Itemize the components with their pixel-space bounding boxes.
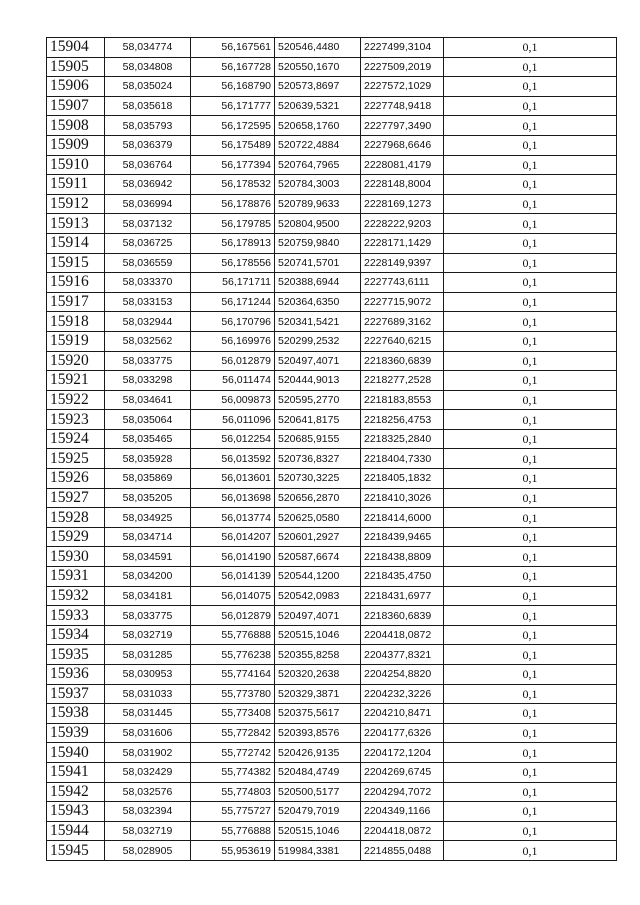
y-coordinate-cell: 2204269,6745 (361, 762, 444, 782)
table-row (47, 57, 617, 77)
coordinates-table (46, 37, 617, 861)
latitude-cell: 58,035793 (105, 116, 191, 136)
longitude-cell: 56,167561 (191, 38, 275, 58)
point-number-cell: 15904 (47, 38, 105, 58)
longitude-cell: 55,776888 (191, 821, 275, 841)
latitude-cell: 58,034925 (105, 508, 191, 528)
accuracy-cell: 0,1 (444, 135, 617, 155)
point-number-cell: 15932 (47, 586, 105, 606)
y-coordinate-cell: 2227968,6646 (361, 135, 444, 155)
accuracy-cell: 0,1 (444, 469, 617, 489)
longitude-cell: 56,169976 (191, 331, 275, 351)
latitude-cell: 58,032394 (105, 802, 191, 822)
y-coordinate-cell: 2204177,6326 (361, 723, 444, 743)
latitude-cell: 58,033775 (105, 351, 191, 371)
x-coordinate-cell: 520484,4749 (275, 762, 361, 782)
latitude-cell: 58,033775 (105, 606, 191, 626)
y-coordinate-cell: 2227689,3162 (361, 312, 444, 332)
longitude-cell: 55,953619 (191, 841, 275, 861)
accuracy-cell: 0,1 (444, 331, 617, 351)
accuracy-cell: 0,1 (444, 527, 617, 547)
accuracy-cell: 0,1 (444, 292, 617, 312)
table-row (47, 449, 617, 469)
point-number-cell: 15912 (47, 194, 105, 214)
longitude-cell: 56,011096 (191, 410, 275, 430)
latitude-cell: 58,032719 (105, 625, 191, 645)
accuracy-cell: 0,1 (444, 38, 617, 58)
y-coordinate-cell: 2204232,3226 (361, 684, 444, 704)
table-row (47, 214, 617, 234)
point-number-cell: 15906 (47, 77, 105, 97)
latitude-cell: 58,037132 (105, 214, 191, 234)
y-coordinate-cell: 2218325,2840 (361, 429, 444, 449)
y-coordinate-cell: 2227715,9072 (361, 292, 444, 312)
latitude-cell: 58,031285 (105, 645, 191, 665)
x-coordinate-cell: 520355,8258 (275, 645, 361, 665)
y-coordinate-cell: 2214855,0488 (361, 841, 444, 861)
point-number-cell: 15945 (47, 841, 105, 861)
point-number-cell: 15905 (47, 57, 105, 77)
longitude-cell: 55,776238 (191, 645, 275, 665)
y-coordinate-cell: 2204172,1204 (361, 743, 444, 763)
y-coordinate-cell: 2204418,0872 (361, 625, 444, 645)
latitude-cell: 58,036379 (105, 135, 191, 155)
table-row (47, 331, 617, 351)
accuracy-cell: 0,1 (444, 645, 617, 665)
latitude-cell: 58,028905 (105, 841, 191, 861)
x-coordinate-cell: 520388,6944 (275, 273, 361, 293)
latitude-cell: 58,032429 (105, 762, 191, 782)
latitude-cell: 58,031445 (105, 704, 191, 724)
point-number-cell: 15942 (47, 782, 105, 802)
x-coordinate-cell: 520299,2532 (275, 331, 361, 351)
point-number-cell: 15907 (47, 96, 105, 116)
accuracy-cell: 0,1 (444, 116, 617, 136)
table-row (47, 273, 617, 293)
longitude-cell: 56,013774 (191, 508, 275, 528)
latitude-cell: 58,036559 (105, 253, 191, 273)
y-coordinate-cell: 2228149,9397 (361, 253, 444, 273)
longitude-cell: 56,014207 (191, 527, 275, 547)
accuracy-cell: 0,1 (444, 351, 617, 371)
latitude-cell: 58,035064 (105, 410, 191, 430)
point-number-cell: 15941 (47, 762, 105, 782)
point-number-cell: 15910 (47, 155, 105, 175)
point-number-cell: 15937 (47, 684, 105, 704)
accuracy-cell: 0,1 (444, 684, 617, 704)
accuracy-cell: 0,1 (444, 547, 617, 567)
y-coordinate-cell: 2218404,7330 (361, 449, 444, 469)
table-row (47, 155, 617, 175)
accuracy-cell: 0,1 (444, 429, 617, 449)
latitude-cell: 58,032562 (105, 331, 191, 351)
table-row (47, 841, 617, 861)
point-number-cell: 15935 (47, 645, 105, 665)
longitude-cell: 55,773408 (191, 704, 275, 724)
point-number-cell: 15925 (47, 449, 105, 469)
x-coordinate-cell: 520587,6674 (275, 547, 361, 567)
y-coordinate-cell: 2227743,6111 (361, 273, 444, 293)
point-number-cell: 15924 (47, 429, 105, 449)
latitude-cell: 58,031606 (105, 723, 191, 743)
y-coordinate-cell: 2218435,4750 (361, 567, 444, 587)
table-row (47, 665, 617, 685)
y-coordinate-cell: 2228171,1429 (361, 233, 444, 253)
latitude-cell: 58,034774 (105, 38, 191, 58)
x-coordinate-cell: 520784,3003 (275, 175, 361, 195)
table-row (47, 116, 617, 136)
accuracy-cell: 0,1 (444, 214, 617, 234)
longitude-cell: 55,775727 (191, 802, 275, 822)
latitude-cell: 58,035205 (105, 488, 191, 508)
accuracy-cell: 0,1 (444, 743, 617, 763)
x-coordinate-cell: 520329,3871 (275, 684, 361, 704)
latitude-cell: 58,035465 (105, 429, 191, 449)
accuracy-cell: 0,1 (444, 704, 617, 724)
x-coordinate-cell: 519984,3381 (275, 841, 361, 861)
x-coordinate-cell: 520656,2870 (275, 488, 361, 508)
table-row (47, 723, 617, 743)
table-row (47, 567, 617, 587)
point-number-cell: 15928 (47, 508, 105, 528)
longitude-cell: 55,774803 (191, 782, 275, 802)
longitude-cell: 56,171244 (191, 292, 275, 312)
y-coordinate-cell: 2218414,6000 (361, 508, 444, 528)
y-coordinate-cell: 2227499,3104 (361, 38, 444, 58)
latitude-cell: 58,036725 (105, 233, 191, 253)
x-coordinate-cell: 520741,5701 (275, 253, 361, 273)
table-row (47, 390, 617, 410)
latitude-cell: 58,033153 (105, 292, 191, 312)
point-number-cell: 15938 (47, 704, 105, 724)
accuracy-cell: 0,1 (444, 821, 617, 841)
longitude-cell: 55,773780 (191, 684, 275, 704)
longitude-cell: 56,012879 (191, 351, 275, 371)
x-coordinate-cell: 520320,2638 (275, 665, 361, 685)
point-number-cell: 15930 (47, 547, 105, 567)
table-row (47, 371, 617, 391)
y-coordinate-cell: 2204254,8820 (361, 665, 444, 685)
longitude-cell: 56,178556 (191, 253, 275, 273)
latitude-cell: 58,034181 (105, 586, 191, 606)
accuracy-cell: 0,1 (444, 233, 617, 253)
longitude-cell: 56,012254 (191, 429, 275, 449)
longitude-cell: 56,171711 (191, 273, 275, 293)
table-row (47, 527, 617, 547)
latitude-cell: 58,034714 (105, 527, 191, 547)
latitude-cell: 58,034591 (105, 547, 191, 567)
table-row (47, 625, 617, 645)
table-row (47, 175, 617, 195)
accuracy-cell: 0,1 (444, 449, 617, 469)
y-coordinate-cell: 2218405,1832 (361, 469, 444, 489)
point-number-cell: 15914 (47, 233, 105, 253)
y-coordinate-cell: 2204349,1166 (361, 802, 444, 822)
point-number-cell: 15908 (47, 116, 105, 136)
longitude-cell: 56,178876 (191, 194, 275, 214)
latitude-cell: 58,034808 (105, 57, 191, 77)
accuracy-cell: 0,1 (444, 273, 617, 293)
table-row (47, 312, 617, 332)
x-coordinate-cell: 520764,7965 (275, 155, 361, 175)
latitude-cell: 58,034641 (105, 390, 191, 410)
longitude-cell: 56,175489 (191, 135, 275, 155)
point-number-cell: 15911 (47, 175, 105, 195)
longitude-cell: 56,014139 (191, 567, 275, 587)
longitude-cell: 56,011474 (191, 371, 275, 391)
y-coordinate-cell: 2228222,9203 (361, 214, 444, 234)
latitude-cell: 58,036764 (105, 155, 191, 175)
y-coordinate-cell: 2218360,6839 (361, 351, 444, 371)
accuracy-cell: 0,1 (444, 371, 617, 391)
accuracy-cell: 0,1 (444, 841, 617, 861)
point-number-cell: 15940 (47, 743, 105, 763)
x-coordinate-cell: 520722,4884 (275, 135, 361, 155)
accuracy-cell: 0,1 (444, 762, 617, 782)
accuracy-cell: 0,1 (444, 723, 617, 743)
table-row (47, 762, 617, 782)
x-coordinate-cell: 520546,4480 (275, 38, 361, 58)
point-number-cell: 15933 (47, 606, 105, 626)
y-coordinate-cell: 2228169,1273 (361, 194, 444, 214)
table-row (47, 547, 617, 567)
accuracy-cell: 0,1 (444, 312, 617, 332)
table-row (47, 802, 617, 822)
longitude-cell: 56,167728 (191, 57, 275, 77)
longitude-cell: 56,012879 (191, 606, 275, 626)
longitude-cell: 56,170796 (191, 312, 275, 332)
longitude-cell: 56,179785 (191, 214, 275, 234)
x-coordinate-cell: 520625,0580 (275, 508, 361, 528)
x-coordinate-cell: 520497,4071 (275, 351, 361, 371)
y-coordinate-cell: 2204210,8471 (361, 704, 444, 724)
x-coordinate-cell: 520573,8697 (275, 77, 361, 97)
point-number-cell: 15909 (47, 135, 105, 155)
latitude-cell: 58,035869 (105, 469, 191, 489)
y-coordinate-cell: 2218431,6977 (361, 586, 444, 606)
accuracy-cell: 0,1 (444, 390, 617, 410)
y-coordinate-cell: 2218183,8553 (361, 390, 444, 410)
table-row (47, 292, 617, 312)
latitude-cell: 58,032944 (105, 312, 191, 332)
accuracy-cell: 0,1 (444, 77, 617, 97)
accuracy-cell: 0,1 (444, 194, 617, 214)
latitude-cell: 58,032719 (105, 821, 191, 841)
accuracy-cell: 0,1 (444, 253, 617, 273)
point-number-cell: 15931 (47, 567, 105, 587)
point-number-cell: 15920 (47, 351, 105, 371)
latitude-cell: 58,033370 (105, 273, 191, 293)
point-number-cell: 15944 (47, 821, 105, 841)
point-number-cell: 15919 (47, 331, 105, 351)
x-coordinate-cell: 520364,6350 (275, 292, 361, 312)
longitude-cell: 56,014075 (191, 586, 275, 606)
accuracy-cell: 0,1 (444, 57, 617, 77)
longitude-cell: 56,171777 (191, 96, 275, 116)
x-coordinate-cell: 520789,9633 (275, 194, 361, 214)
x-coordinate-cell: 520341,5421 (275, 312, 361, 332)
y-coordinate-cell: 2227509,2019 (361, 57, 444, 77)
x-coordinate-cell: 520641,8175 (275, 410, 361, 430)
longitude-cell: 55,772842 (191, 723, 275, 743)
latitude-cell: 58,035618 (105, 96, 191, 116)
longitude-cell: 56,009873 (191, 390, 275, 410)
accuracy-cell: 0,1 (444, 96, 617, 116)
point-number-cell: 15913 (47, 214, 105, 234)
table-row (47, 469, 617, 489)
longitude-cell: 56,178913 (191, 233, 275, 253)
table-row (47, 586, 617, 606)
longitude-cell: 56,172595 (191, 116, 275, 136)
accuracy-cell: 0,1 (444, 410, 617, 430)
point-number-cell: 15936 (47, 665, 105, 685)
y-coordinate-cell: 2204377,8321 (361, 645, 444, 665)
table-row (47, 253, 617, 273)
table-row (47, 135, 617, 155)
x-coordinate-cell: 520500,5177 (275, 782, 361, 802)
point-number-cell: 15929 (47, 527, 105, 547)
latitude-cell: 58,035024 (105, 77, 191, 97)
accuracy-cell: 0,1 (444, 567, 617, 587)
table-row (47, 782, 617, 802)
y-coordinate-cell: 2227572,1029 (361, 77, 444, 97)
y-coordinate-cell: 2218256,4753 (361, 410, 444, 430)
latitude-cell: 58,031033 (105, 684, 191, 704)
y-coordinate-cell: 2227640,6215 (361, 331, 444, 351)
x-coordinate-cell: 520393,8576 (275, 723, 361, 743)
longitude-cell: 55,774382 (191, 762, 275, 782)
accuracy-cell: 0,1 (444, 625, 617, 645)
accuracy-cell: 0,1 (444, 782, 617, 802)
latitude-cell: 58,036994 (105, 194, 191, 214)
longitude-cell: 56,177394 (191, 155, 275, 175)
longitude-cell: 55,776888 (191, 625, 275, 645)
accuracy-cell: 0,1 (444, 802, 617, 822)
x-coordinate-cell: 520804,9500 (275, 214, 361, 234)
table-row (47, 194, 617, 214)
x-coordinate-cell: 520685,9155 (275, 429, 361, 449)
y-coordinate-cell: 2227748,9418 (361, 96, 444, 116)
x-coordinate-cell: 520497,4071 (275, 606, 361, 626)
point-number-cell: 15943 (47, 802, 105, 822)
table-row (47, 821, 617, 841)
table-row (47, 96, 617, 116)
x-coordinate-cell: 520759,9840 (275, 233, 361, 253)
table-row (47, 606, 617, 626)
x-coordinate-cell: 520639,5321 (275, 96, 361, 116)
latitude-cell: 58,031902 (105, 743, 191, 763)
x-coordinate-cell: 520658,1760 (275, 116, 361, 136)
longitude-cell: 56,014190 (191, 547, 275, 567)
y-coordinate-cell: 2218277,2528 (361, 371, 444, 391)
x-coordinate-cell: 520542,0983 (275, 586, 361, 606)
table-row (47, 38, 617, 58)
table-row (47, 429, 617, 449)
x-coordinate-cell: 520479,7019 (275, 802, 361, 822)
accuracy-cell: 0,1 (444, 586, 617, 606)
x-coordinate-cell: 520730,3225 (275, 469, 361, 489)
longitude-cell: 56,013592 (191, 449, 275, 469)
point-number-cell: 15927 (47, 488, 105, 508)
x-coordinate-cell: 520515,1046 (275, 625, 361, 645)
longitude-cell: 56,013601 (191, 469, 275, 489)
coordinates-table-body (47, 38, 617, 861)
accuracy-cell: 0,1 (444, 175, 617, 195)
point-number-cell: 15921 (47, 371, 105, 391)
x-coordinate-cell: 520544,1200 (275, 567, 361, 587)
point-number-cell: 15939 (47, 723, 105, 743)
accuracy-cell: 0,1 (444, 665, 617, 685)
accuracy-cell: 0,1 (444, 488, 617, 508)
x-coordinate-cell: 520601,2927 (275, 527, 361, 547)
y-coordinate-cell: 2204418,0872 (361, 821, 444, 841)
latitude-cell: 58,035928 (105, 449, 191, 469)
x-coordinate-cell: 520736,8327 (275, 449, 361, 469)
y-coordinate-cell: 2218360,6839 (361, 606, 444, 626)
x-coordinate-cell: 520444,9013 (275, 371, 361, 391)
y-coordinate-cell: 2218410,3026 (361, 488, 444, 508)
point-number-cell: 15916 (47, 273, 105, 293)
latitude-cell: 58,030953 (105, 665, 191, 685)
longitude-cell: 56,168790 (191, 77, 275, 97)
x-coordinate-cell: 520550,1670 (275, 57, 361, 77)
longitude-cell: 56,013698 (191, 488, 275, 508)
longitude-cell: 55,774164 (191, 665, 275, 685)
longitude-cell: 56,178532 (191, 175, 275, 195)
y-coordinate-cell: 2227797,3490 (361, 116, 444, 136)
x-coordinate-cell: 520515,1046 (275, 821, 361, 841)
point-number-cell: 15934 (47, 625, 105, 645)
x-coordinate-cell: 520426,9135 (275, 743, 361, 763)
accuracy-cell: 0,1 (444, 606, 617, 626)
accuracy-cell: 0,1 (444, 508, 617, 528)
point-number-cell: 15923 (47, 410, 105, 430)
table-row (47, 77, 617, 97)
latitude-cell: 58,034200 (105, 567, 191, 587)
accuracy-cell: 0,1 (444, 155, 617, 175)
y-coordinate-cell: 2218438,8809 (361, 547, 444, 567)
point-number-cell: 15915 (47, 253, 105, 273)
latitude-cell: 58,036942 (105, 175, 191, 195)
point-number-cell: 15917 (47, 292, 105, 312)
y-coordinate-cell: 2218439,9465 (361, 527, 444, 547)
y-coordinate-cell: 2228148,8004 (361, 175, 444, 195)
latitude-cell: 58,033298 (105, 371, 191, 391)
table-row (47, 508, 617, 528)
longitude-cell: 55,772742 (191, 743, 275, 763)
x-coordinate-cell: 520375,5617 (275, 704, 361, 724)
x-coordinate-cell: 520595,2770 (275, 390, 361, 410)
table-row (47, 684, 617, 704)
y-coordinate-cell: 2204294,7072 (361, 782, 444, 802)
y-coordinate-cell: 2228081,4179 (361, 155, 444, 175)
table-row (47, 704, 617, 724)
table-row (47, 488, 617, 508)
point-number-cell: 15918 (47, 312, 105, 332)
point-number-cell: 15922 (47, 390, 105, 410)
table-row (47, 351, 617, 371)
table-row (47, 410, 617, 430)
latitude-cell: 58,032576 (105, 782, 191, 802)
table-row (47, 233, 617, 253)
table-row (47, 743, 617, 763)
point-number-cell: 15926 (47, 469, 105, 489)
table-row (47, 645, 617, 665)
